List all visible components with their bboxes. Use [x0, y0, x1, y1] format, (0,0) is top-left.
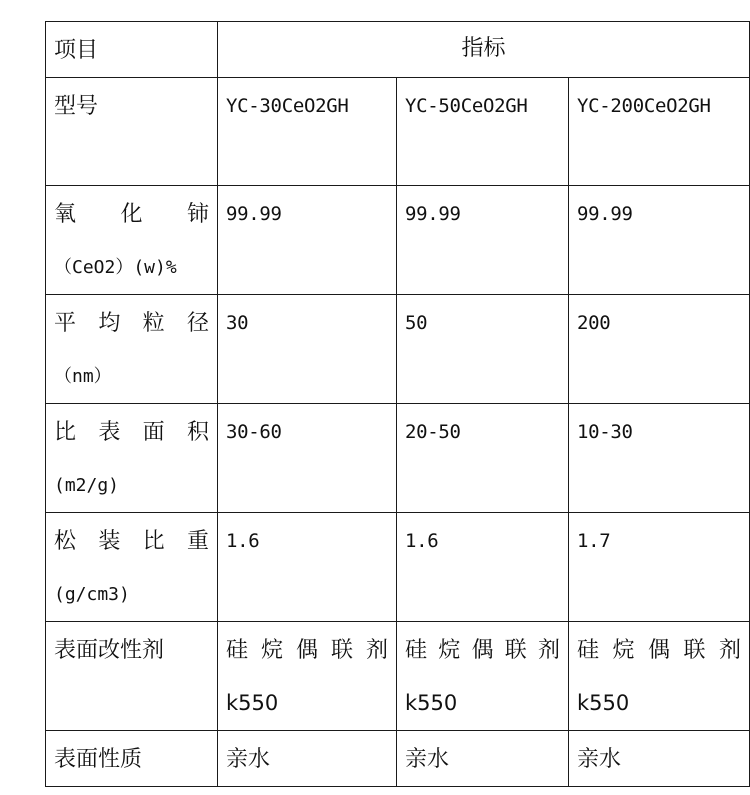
surface-property-value: 亲水	[577, 747, 622, 772]
row-sublabel: (g/cm3)	[54, 584, 130, 605]
row-sublabel: （nm）	[54, 366, 112, 387]
value-cell	[569, 731, 750, 787]
particle-size-value: 30	[226, 312, 249, 334]
value-cell	[569, 78, 750, 186]
value-cell	[397, 404, 569, 513]
bulk-density-value: 1.6	[405, 530, 439, 552]
table-row-surface-area	[46, 404, 750, 513]
table-row-ceo2	[46, 186, 750, 295]
table-row-model	[46, 78, 750, 186]
header-item-label: 项目	[54, 38, 99, 63]
model-value: YC-200CeO2GH	[577, 95, 711, 117]
surface-area-value: 30-60	[226, 421, 282, 443]
value-cell	[397, 186, 569, 295]
row-sublabel: （CeO2）(w)%	[54, 257, 177, 278]
spec-table	[45, 21, 750, 787]
row-label-cell	[46, 513, 218, 622]
row-label: 表面改性剂	[54, 638, 165, 663]
value-cell	[218, 513, 397, 622]
row-label: 表面性质	[54, 747, 143, 772]
row-label-cell	[46, 404, 218, 513]
bulk-density-value: 1.7	[577, 530, 611, 552]
row-label: 氧化铈	[54, 202, 211, 227]
surface-property-value: 亲水	[226, 747, 271, 772]
row-label-cell	[46, 186, 218, 295]
surface-area-value: 10-30	[577, 421, 633, 443]
row-label: 松装比重	[54, 529, 211, 554]
value-cell	[218, 78, 397, 186]
value-cell	[569, 295, 750, 404]
value-cell	[397, 731, 569, 787]
modifier-grade: k550	[405, 691, 458, 715]
value-cell	[397, 78, 569, 186]
purity-value: 99.99	[226, 203, 282, 225]
table-row-surface-property	[46, 731, 750, 787]
modifier-value: 硅烷偶联剂	[577, 638, 744, 663]
header-item-cell	[46, 22, 218, 78]
value-cell	[218, 622, 397, 731]
value-cell	[569, 622, 750, 731]
row-label: 比表面积	[54, 420, 211, 445]
surface-property-value: 亲水	[405, 747, 450, 772]
value-cell	[397, 513, 569, 622]
table-header-row	[46, 22, 750, 78]
row-label: 平均粒径	[54, 311, 211, 336]
particle-size-value: 50	[405, 312, 428, 334]
row-label-cell	[46, 731, 218, 787]
value-cell	[397, 622, 569, 731]
modifier-grade: k550	[226, 691, 279, 715]
row-label-cell	[46, 295, 218, 404]
value-cell	[218, 404, 397, 513]
row-sublabel: (m2/g)	[54, 475, 120, 496]
header-spec-label: 指标	[461, 36, 506, 61]
surface-area-value: 20-50	[405, 421, 461, 443]
value-cell	[569, 404, 750, 513]
header-spec-cell	[218, 22, 750, 78]
table-row-bulk-density	[46, 513, 750, 622]
value-cell	[569, 513, 750, 622]
modifier-value: 硅烷偶联剂	[405, 638, 562, 663]
row-label: 型号	[54, 94, 99, 119]
model-value: YC-50CeO2GH	[405, 95, 528, 117]
bulk-density-value: 1.6	[226, 530, 260, 552]
value-cell	[218, 295, 397, 404]
row-label-cell	[46, 622, 218, 731]
table-row-particle-size	[46, 295, 750, 404]
model-value: YC-30CeO2GH	[226, 95, 349, 117]
particle-size-value: 200	[577, 312, 611, 334]
value-cell	[218, 731, 397, 787]
modifier-value: 硅烷偶联剂	[226, 638, 390, 663]
value-cell	[218, 186, 397, 295]
table-row-modifier	[46, 622, 750, 731]
modifier-grade: k550	[577, 691, 630, 715]
value-cell	[569, 186, 750, 295]
purity-value: 99.99	[405, 203, 461, 225]
value-cell	[397, 295, 569, 404]
purity-value: 99.99	[577, 203, 633, 225]
row-label-cell	[46, 78, 218, 186]
